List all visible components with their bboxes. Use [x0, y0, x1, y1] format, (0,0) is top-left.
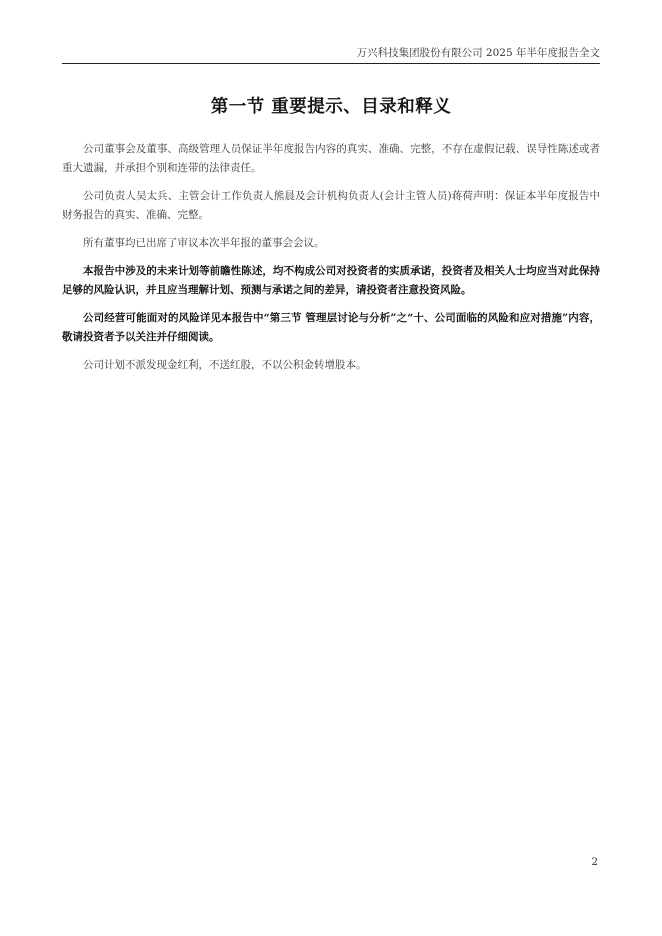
paragraph-risk-reference: 公司经营可能面对的风险详见本报告中“第三节 管理层讨论与分析”之“十、公司面临的风险和应对措施”内容，敬请投资者予以关注并仔细阅读。	[62, 312, 600, 343]
header-rule	[62, 63, 600, 64]
notice-body	[62, 140, 600, 384]
paragraph-board-attendance: 所有董事均已出席了审议本次半年报的董事会会议。	[83, 237, 325, 249]
page-number: 2	[591, 856, 598, 868]
paragraph-forward-looking-statement: 本报告中涉及的未来计划等前瞻性陈述，均不构成公司对投资者的实质承诺，投资者及相关人士均应当对此保持足够的风险认识，并且应当理解计划、预测与承诺之间的差异，请投资者注意投资风险。	[62, 265, 600, 296]
paragraph-dividend-plan: 公司计划不派发现金红利，不送红股，不以公积金转增股本。	[83, 359, 367, 371]
running-header: 万兴科技集团股份有限公司 2025 年半年度报告全文	[356, 47, 600, 59]
section-title: 第一节 重要提示、目录和释义	[210, 97, 452, 117]
paragraph-responsible-persons: 公司负责人吴太兵、主管会计工作负责人熊晨及会计机构负责人(会计主管人员)蒋荷声明：保证本半年度报告中财务报告的真实、准确、完整。	[62, 190, 600, 221]
paragraph-board-guarantee: 公司董事会及董事、高级管理人员保证半年度报告内容的真实、准确、完整，不存在虚假记载、误导性陈述或者重大遗漏，并承担个别和连带的法律责任。	[62, 143, 600, 174]
